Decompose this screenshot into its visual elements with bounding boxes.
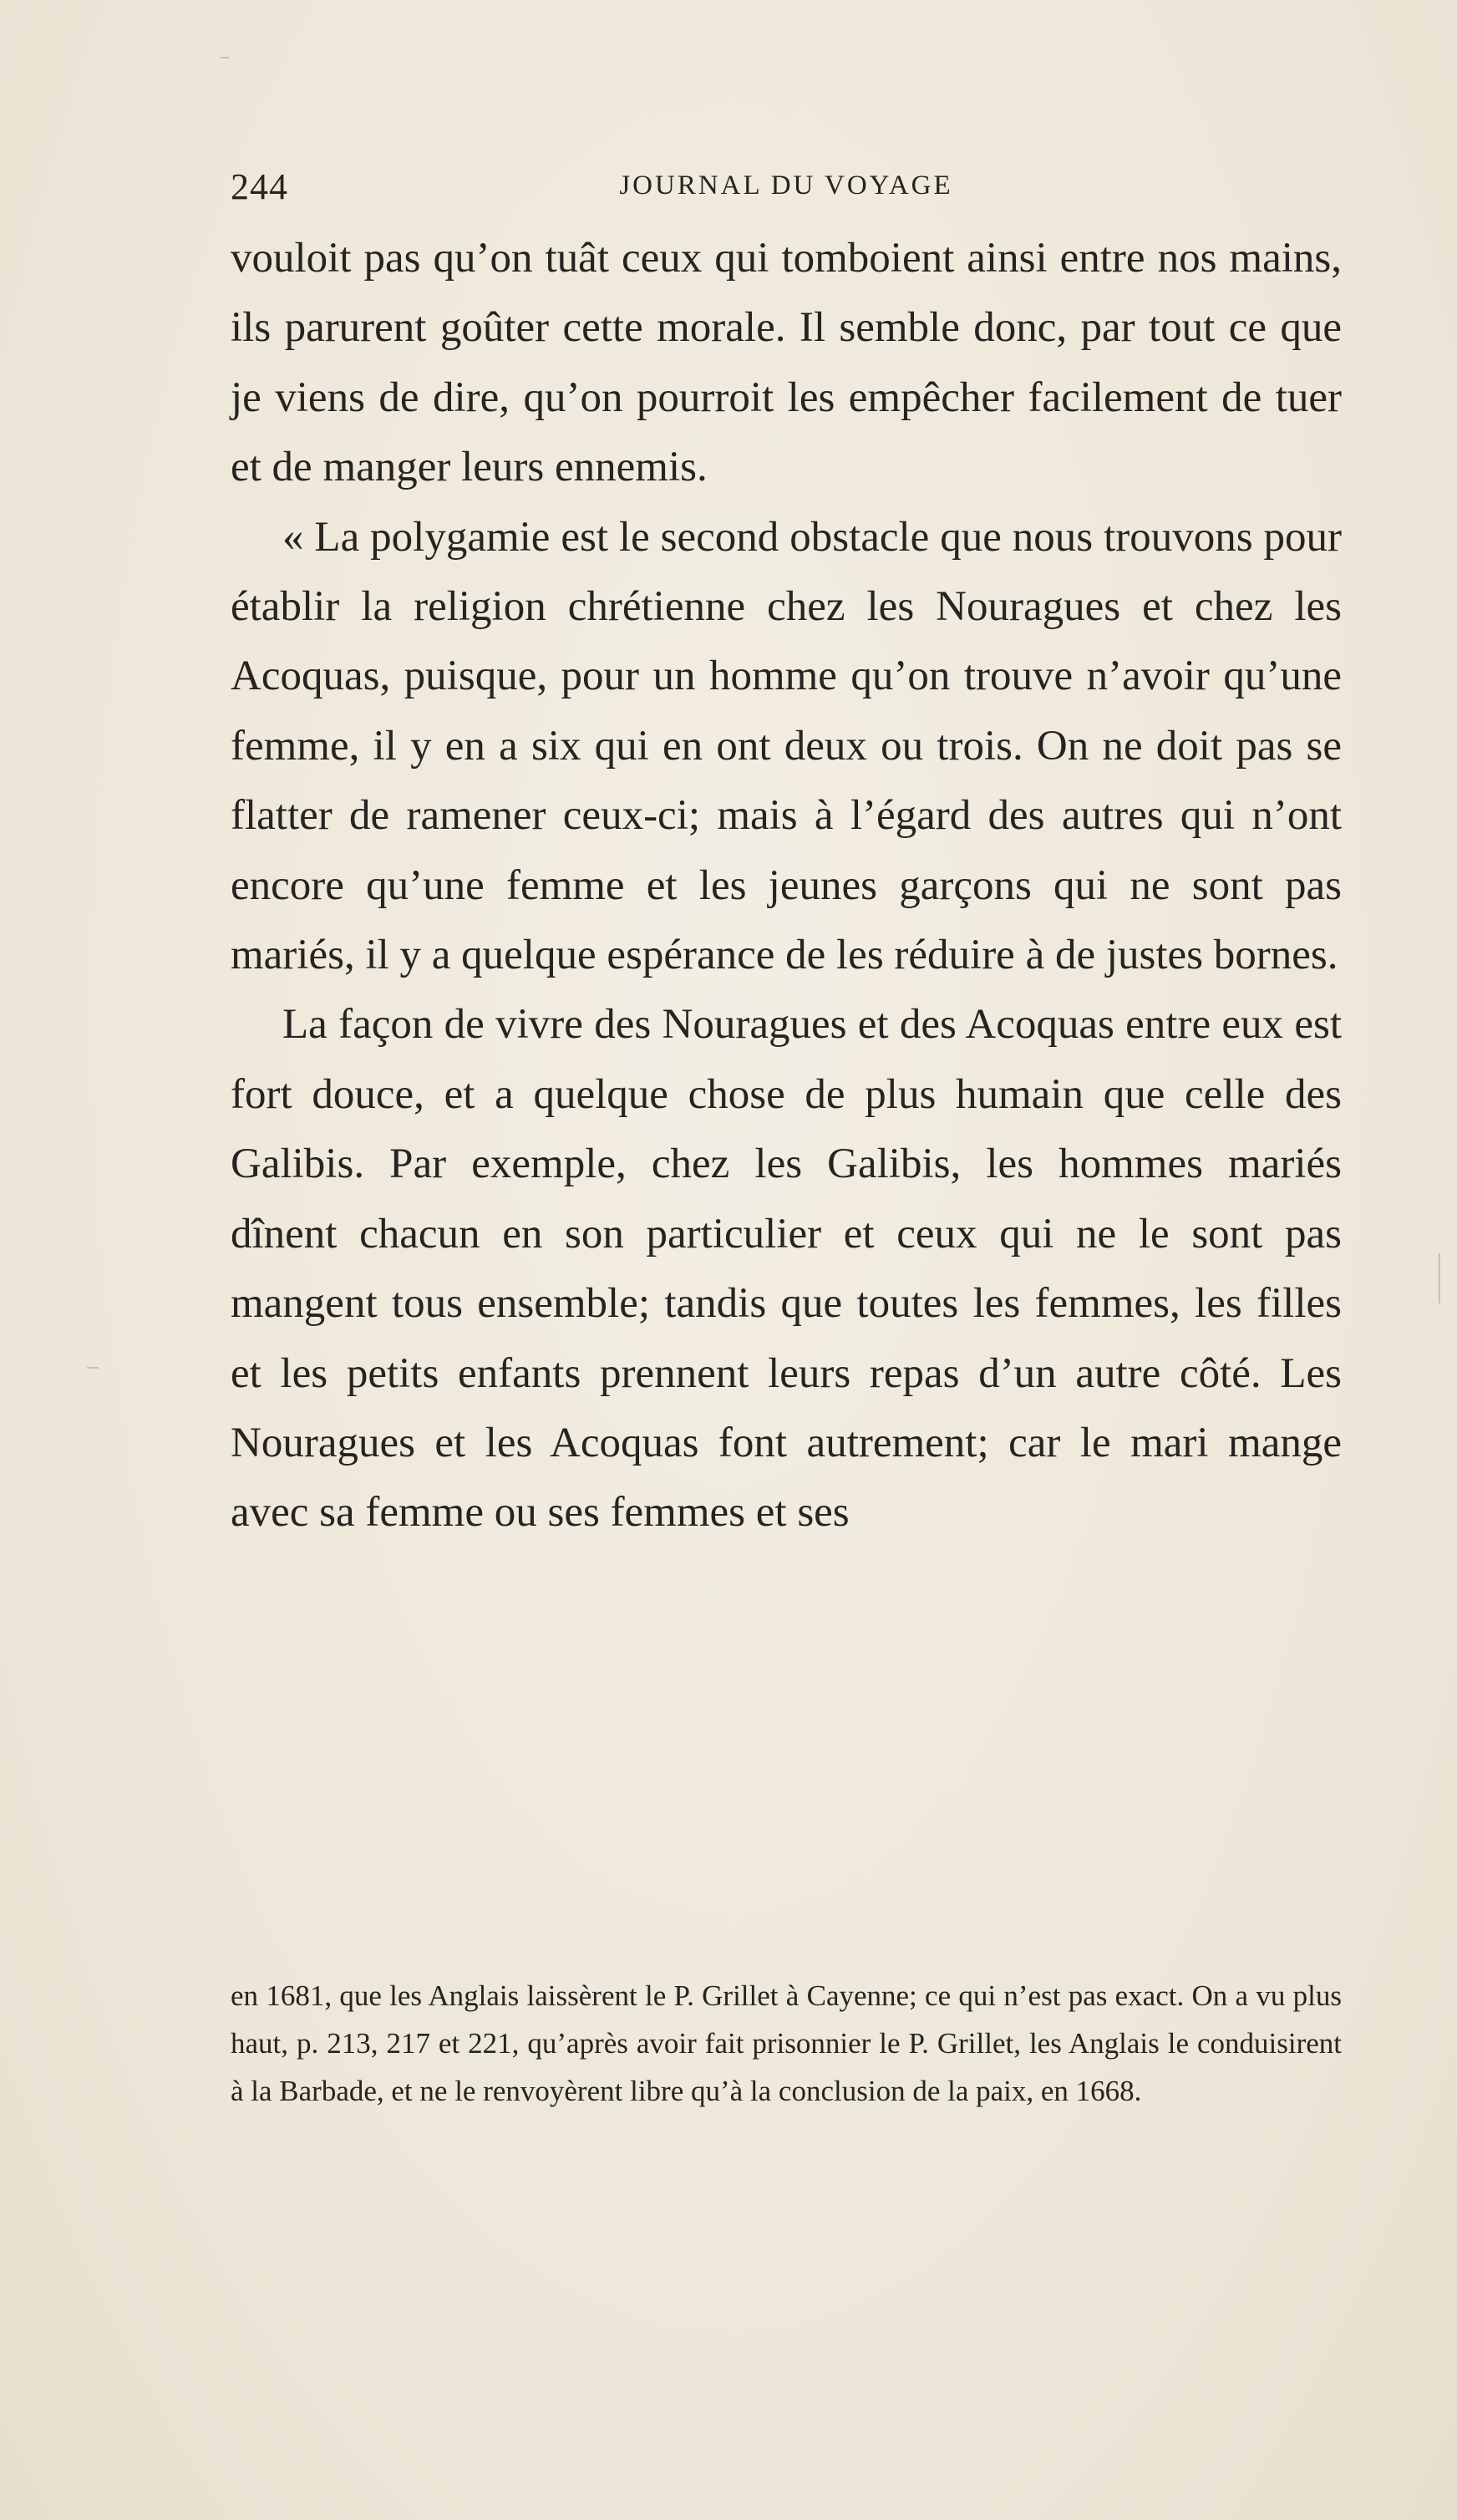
scan-mark <box>1439 1253 1440 1303</box>
scan-mark <box>221 57 229 58</box>
footnote <box>231 1972 1342 2115</box>
running-title: JOURNAL DU VOYAGE <box>619 170 953 201</box>
body-text <box>231 224 1342 1548</box>
page-number: 244 <box>231 166 288 207</box>
running-head <box>231 165 1342 212</box>
scan-mark <box>87 1367 99 1369</box>
paragraph-facon-de-vivre: La façon de vivre des Nouragues et des Acoquas entre eux est fort douce, et a quelque chose de plus humain que celle des Galibis. Par exemple, chez les Galibis, les hommes mariés dînent chacun en son particulier et ceux qui ne le sont pas mangent tous ensemble; tandis que toutes les femmes, les filles et les petits enfants prennent leurs repas d’un autre côté. Les Nouragues et les Acoquas font autrement; car le mari mange avec sa femme ou ses femmes et ses <box>231 1001 1342 1537</box>
paragraph-polygamie: « La polygamie est le second obstacle que nous trouvons pour établir la religion chrétienne chez les Nouragues et chez les Acoquas, puisque, pour un homme qu’on trouve n’avoir qu’une femme, il y en a six qui en ont deux ou trois. On ne doit pas se flatter de ramener ceux-ci; mais à l’égard des autres qui n’ont encore qu’une femme et les jeunes garçons qui ne sont pas mariés, il y a quelque espérance de les réduire à de justes bornes. <box>231 513 1342 979</box>
paragraph-continued: vouloit pas qu’on tuât ceux qui tomboient ainsi entre nos mains, ils parurent goûter cette morale. Il semble donc, par tout ce que je viens de dire, qu’on pourroit les empêcher facilement de tuer et de manger leurs ennemis. <box>231 235 1342 491</box>
footnote-text: en 1681, que les Anglais laissèrent le P. Grillet à Cayenne; ce qui n’est pas exact. On a vu plus haut, p. 213, 217 et 221, qu’après avoir fait prisonnier le P. Grillet, les Anglais le conduisirent à la Barbade, et ne le renvoyèrent libre qu’à la conclusion de la paix, en 1668. <box>231 1979 1342 2107</box>
